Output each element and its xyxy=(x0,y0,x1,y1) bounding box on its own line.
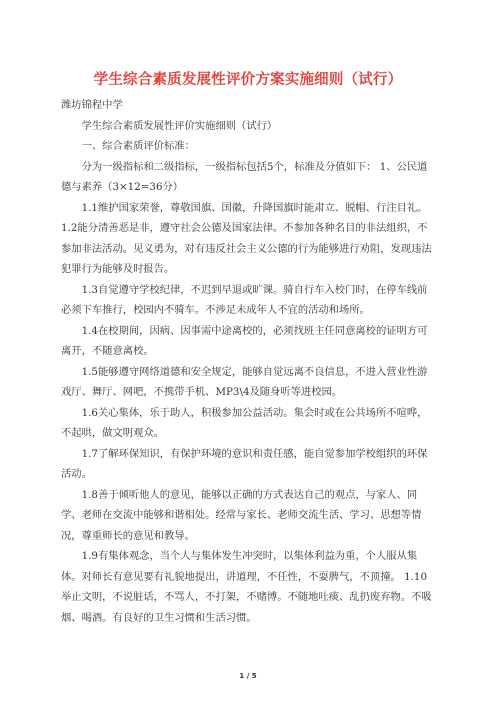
paragraph: 1.1维护国家荣誉，尊敬国旗、国徽，升降国旗时能肃立、脱帽、行注目礼。1.2能分清善恶是非，遵守社会公德及国家法律。不参加各种名目的非法组织，不参加非法活动。见义勇为，对有违反社会主义公德的行为能够进行劝阻，发现违法犯罪行为能够及时报告。 xyxy=(61,201,432,275)
school-name: 潍坊锦程中学 xyxy=(61,99,123,111)
document-subtitle: 学生综合素质发展性评价实施细则（试行） xyxy=(81,119,278,132)
paragraph: 1.7了解环保知识，有保护环境的意识和责任感，能自觉参加学校组织的环保活动。 xyxy=(61,447,428,480)
paragraph: 1.3自觉遵守学校纪律，不迟到早退或旷课。骑自行车入校门时，在停车线前必须下车推行，校园内不骑车。不涉足未成年人不宜的活动和场所。 xyxy=(61,283,428,316)
paragraph: 1.9有集体观念，当个人与集体发生冲突时，以集体利益为重，个人服从集体。对师长有意见要有礼貌地提出，讲道理，不任性，不耍脾气，不顶撞。 1.10举止文明，不说脏话，不骂人，不打架，不赌博。不随地吐痰、乱扔废弃物。不吸烟、喝酒。有良好的卫生习惯和生活习惯。 xyxy=(61,550,432,624)
paragraph: 1.5能够遵守网络道德和安全规定，能够自觉远离不良信息，不进入营业性游戏厅、舞厅、网吧，不携带手机、MP3\4及随身听等进校园。 xyxy=(61,365,428,398)
paragraph: 1.8善于倾听他人的意见，能够以正确的方式表达自己的观点，与家人、同学、老师在交流中能够和谐相处。经常与家长、老师交流生活、学习、思想等情况，尊重师长的意见和教导。 xyxy=(61,488,422,542)
paragraph: 1.6关心集体，乐于助人，积极参加公益活动。集会时或在公共场所不喧哗，不起哄，做文明观众。 xyxy=(61,406,428,439)
document-body xyxy=(61,95,437,628)
paragraph: 分为一级指标和二级指标，一级指标包括5个，标准及分值如下： 1、公民道德与素养（3×12=36分） xyxy=(61,160,428,193)
document-title: 学生综合素质发展性评价方案实施细则（试行） xyxy=(93,72,403,88)
page-number: 1 / 5 xyxy=(239,672,257,680)
section-heading: 一、综合素质评价标准： xyxy=(81,140,195,152)
paragraph: 1.4在校期间，因病、因事需中途离校的，必须找班主任同意离校的证明方可离开，不随意离校。 xyxy=(61,324,428,357)
